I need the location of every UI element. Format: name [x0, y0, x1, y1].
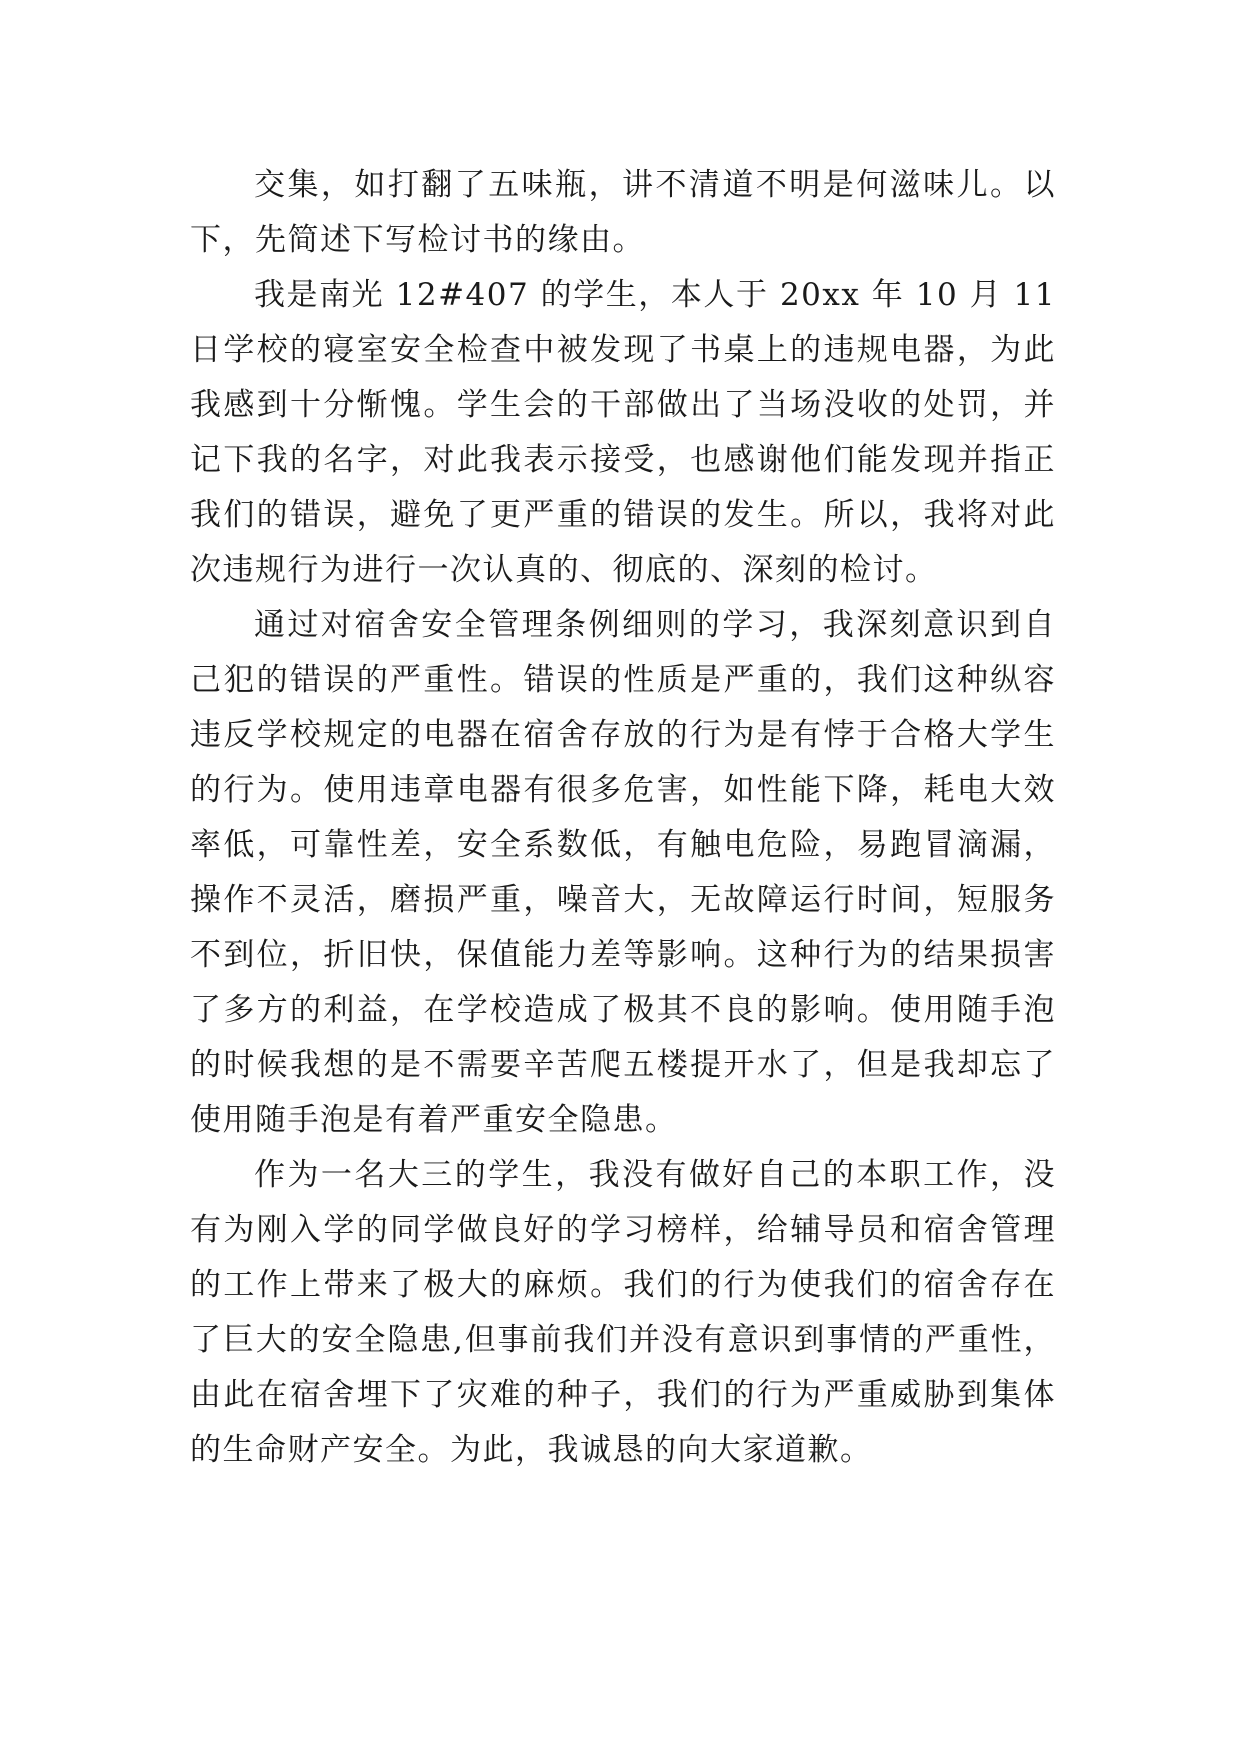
- paragraph-apology: 作为一名大三的学生，我没有做好自己的本职工作，没有为刚入学的同学做良好的学习榜样，给辅导员和宿舍管理的工作上带来了极大的麻烦。我们的行为使我们的宿舍存在了巨大的安全隐患,但事前我们并没有意识到事情的严重性，由此在宿舍埋下了灾难的种子，我们的行为严重威胁到集体的生命财产安全。为此，我诚恳的向大家道歉。: [190, 1157, 1056, 1468]
- document-body: [190, 158, 1056, 1478]
- paragraph-incident: 我是南光 12#407 的学生，本人于 20xx 年 10 月 11 日学校的寝室安全检查中被发现了书桌上的违规电器，为此我感到十分惭愧。学生会的干部做出了当场没收的处罚，并记下我的名字，对此我表示接受，也感谢他们能发现并指正我们的错误，避免了更严重的错误的发生。所以，我将对此次违规行为进行一次认真的、彻底的、深刻的检讨。: [190, 277, 1056, 588]
- paragraph-opening: 交集，如打翻了五味瓶，讲不清道不明是何滋味儿。以下，先简述下写检讨书的缘由。: [190, 167, 1056, 258]
- paragraph-reflection: 通过对宿舍安全管理条例细则的学习，我深刻意识到自己犯的错误的严重性。错误的性质是严重的，我们这种纵容违反学校规定的电器在宿舍存放的行为是有悖于合格大学生的行为。使用违章电器有很多危害，如性能下降，耗电大效率低，可靠性差，安全系数低，有触电危险，易跑冒滴漏，操作不灵活，磨损严重，噪音大，无故障运行时间，短服务不到位，折旧快，保值能力差等影响。这种行为的结果损害了多方的利益，在学校造成了极其不良的影响。使用随手泡的时候我想的是不需要辛苦爬五楼提开水了，但是我却忘了使用随手泡是有着严重安全隐患。: [190, 607, 1056, 1138]
